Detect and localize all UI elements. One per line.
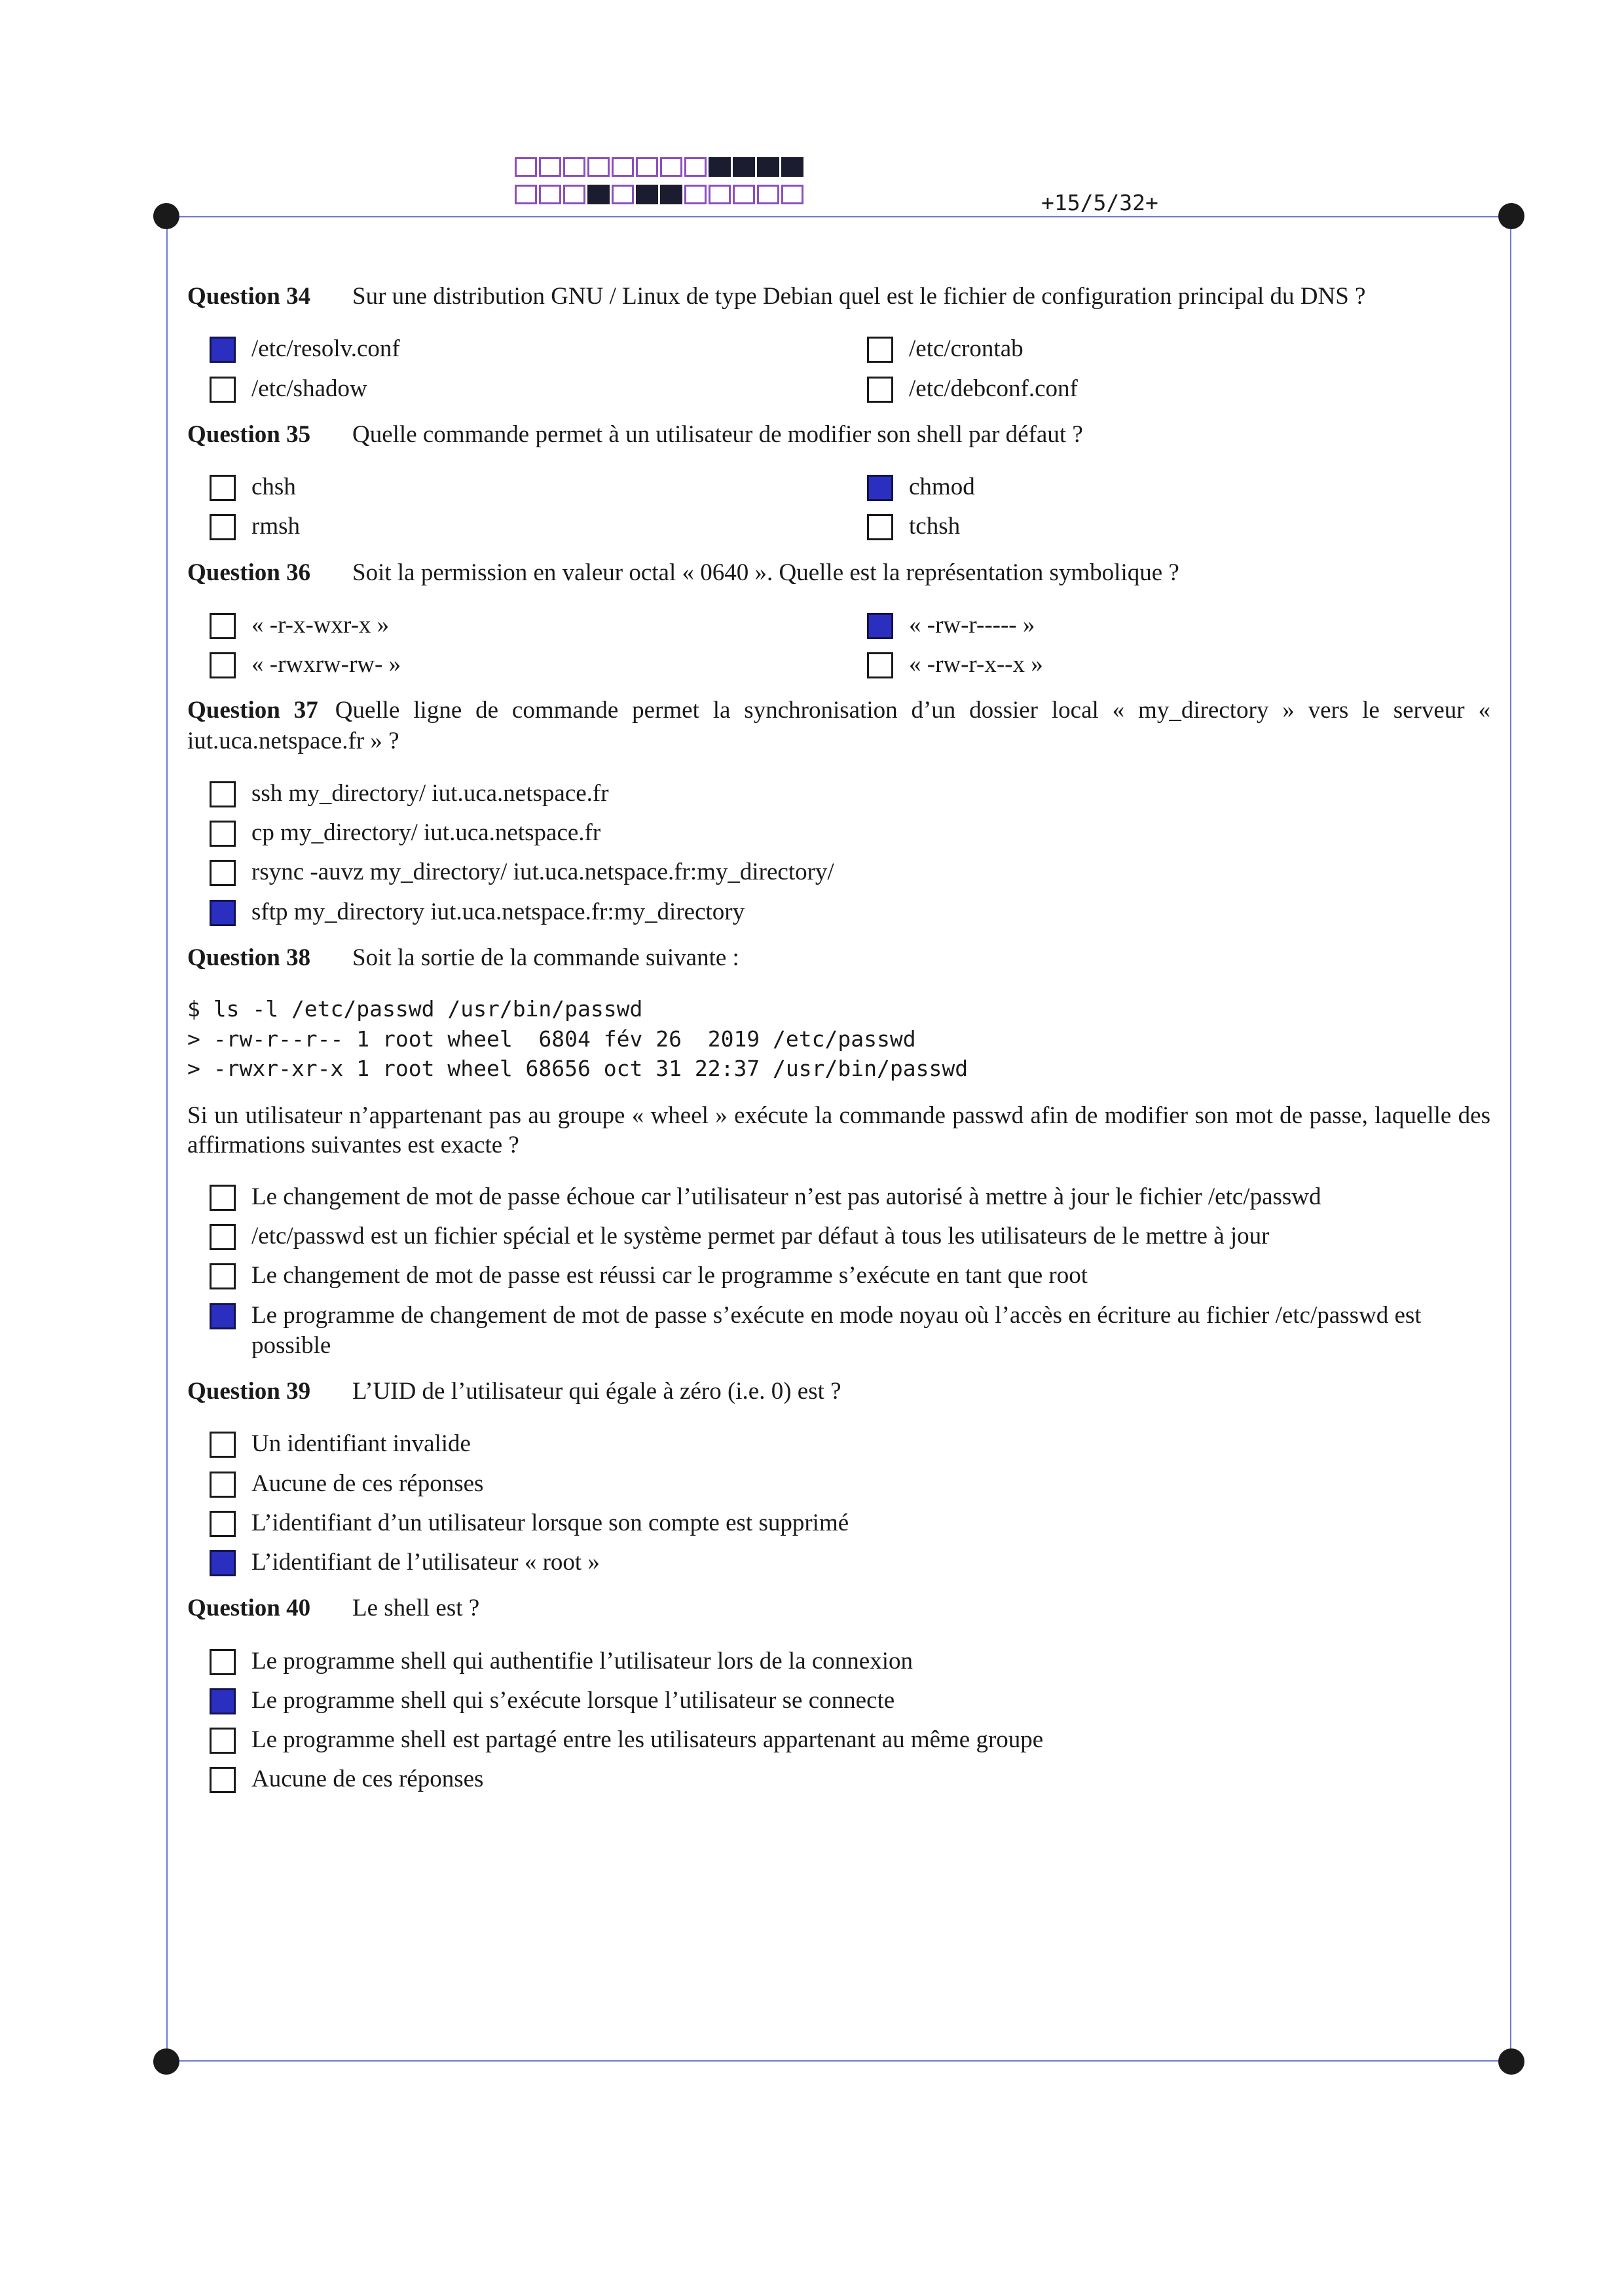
checkbox[interactable] bbox=[210, 514, 236, 540]
answer-option[interactable] bbox=[210, 1547, 1490, 1578]
code-cell bbox=[709, 185, 731, 204]
code-cell bbox=[587, 185, 610, 204]
terminal-output: $ ls -l /etc/passwd /usr/bin/passwd > -rw-r--r-- 1 root wheel 6804 fév 26 2019 /etc/passwd > -rwxr-xr-x 1 root wheel 68656 oct 31 22:37 /usr/bin/passwd bbox=[187, 996, 969, 1082]
question-label: Question 34 bbox=[187, 283, 311, 310]
answer-text: « -r-x-wxr-x » bbox=[251, 611, 390, 639]
checked-checkbox[interactable] bbox=[210, 1550, 236, 1576]
checkbox[interactable] bbox=[210, 860, 236, 886]
question-header bbox=[187, 1377, 1490, 1407]
answer-option[interactable] bbox=[210, 1261, 1490, 1291]
question-label: Question 37 bbox=[187, 697, 318, 724]
question-header bbox=[187, 420, 1490, 450]
checkbox[interactable] bbox=[867, 337, 893, 363]
answer-option[interactable] bbox=[210, 472, 867, 502]
checked-checkbox[interactable] bbox=[867, 475, 893, 501]
question-block bbox=[187, 1377, 1490, 1578]
answer-text: chsh bbox=[251, 473, 296, 500]
checkbox[interactable] bbox=[210, 1432, 236, 1458]
checkbox[interactable] bbox=[210, 1728, 236, 1754]
answer-option[interactable] bbox=[867, 374, 1522, 404]
answer-text: Le programme shell qui s’exécute lorsque l’utilisateur se connecte bbox=[251, 1686, 895, 1714]
answer-text: tchsh bbox=[909, 513, 961, 540]
answer-text: Le programme de changement de mot de passe s’exécute en mode noyau où l’accès en écriture au fichier /etc/passwd est possible bbox=[251, 1301, 1422, 1359]
code-cell bbox=[684, 185, 707, 204]
question-text: Sur une distribution GNU / Linux de type Debian quel est le fichier de configuration principal du DNS ? bbox=[352, 283, 1366, 310]
question-text: L’UID de l’utilisateur qui égale à zéro (i.e. 0) est ? bbox=[352, 1378, 841, 1405]
answer-option[interactable] bbox=[210, 1764, 1490, 1794]
answer-option[interactable] bbox=[867, 334, 1522, 364]
question-header bbox=[187, 943, 1490, 973]
answer-text: rsync -auvz my_directory/ iut.uca.netspace.fr:my_directory/ bbox=[251, 859, 834, 886]
answer-option[interactable] bbox=[210, 779, 1490, 809]
checked-checkbox[interactable] bbox=[210, 1688, 236, 1714]
question-paragraph: Si un utilisateur n’appartenant pas au groupe « wheel » exécute la commande passwd afin de modifier son mot de passe, laquelle des affirmations suivantes est exacte ? bbox=[187, 1102, 1490, 1158]
checkbox[interactable] bbox=[210, 1263, 236, 1289]
answer-text: Le programme shell qui authentifie l’utilisateur lors de la connexion bbox=[251, 1647, 913, 1675]
answer-text: sftp my_directory iut.uca.netspace.fr:my_directory bbox=[251, 898, 745, 925]
answer-text: L’identifiant de l’utilisateur « root » bbox=[251, 1549, 600, 1576]
code-cell bbox=[612, 157, 634, 177]
answer-option[interactable] bbox=[210, 1686, 1490, 1716]
question-block bbox=[187, 695, 1490, 927]
answer-text: Le changement de mot de passe est réussi car le programme s’exécute en tant que root bbox=[251, 1262, 1088, 1289]
answer-text: Le changement de mot de passe échoue car l’utilisateur n’est pas autorisé à mettre à jour le fichier /etc/passwd bbox=[251, 1183, 1321, 1210]
answer-text: « -rw-r-x--x » bbox=[909, 651, 1043, 678]
answer-option[interactable] bbox=[210, 1725, 1490, 1755]
code-cell bbox=[757, 157, 779, 177]
question-label: Question 38 bbox=[187, 944, 311, 971]
checkbox[interactable] bbox=[210, 781, 236, 807]
question-text: Soit la sortie de la commande suivante : bbox=[352, 944, 739, 971]
code-cell bbox=[515, 185, 537, 204]
sheet-binary-code bbox=[515, 157, 803, 204]
question-label: Question 40 bbox=[187, 1595, 311, 1622]
code-cell bbox=[733, 185, 755, 204]
question-header bbox=[187, 1593, 1490, 1623]
answer-option[interactable] bbox=[210, 897, 1490, 927]
answer-option[interactable] bbox=[210, 1646, 1490, 1676]
answer-option[interactable] bbox=[210, 1469, 1490, 1499]
answer-option[interactable] bbox=[210, 650, 867, 680]
answer-text: cp my_directory/ iut.uca.netspace.fr bbox=[251, 819, 601, 846]
checkbox[interactable] bbox=[210, 613, 236, 639]
corner-marker-top-left bbox=[153, 203, 179, 229]
checkbox[interactable] bbox=[210, 1472, 236, 1498]
answer-option[interactable] bbox=[867, 610, 1522, 640]
checked-checkbox[interactable] bbox=[210, 1303, 236, 1329]
corner-marker-top-right bbox=[1498, 203, 1524, 229]
answer-text: /etc/shadow bbox=[251, 375, 367, 402]
checkbox[interactable] bbox=[210, 1224, 236, 1250]
code-cell bbox=[660, 157, 682, 177]
answer-option[interactable] bbox=[867, 511, 1522, 542]
checkbox[interactable] bbox=[867, 652, 893, 678]
checked-checkbox[interactable] bbox=[210, 337, 236, 363]
code-cell bbox=[612, 185, 634, 204]
code-cell bbox=[781, 157, 803, 177]
answer-option[interactable] bbox=[210, 610, 867, 640]
question-label: Question 39 bbox=[187, 1378, 311, 1405]
checkbox[interactable] bbox=[210, 475, 236, 501]
answer-text: /etc/resolv.conf bbox=[251, 335, 400, 363]
code-cell bbox=[563, 157, 585, 177]
checkbox[interactable] bbox=[210, 1767, 236, 1793]
answers-list bbox=[210, 334, 1490, 404]
answers-list bbox=[210, 1429, 1490, 1578]
checkbox[interactable] bbox=[867, 377, 893, 403]
code-cell bbox=[781, 185, 803, 204]
code-cell bbox=[515, 157, 537, 177]
answer-text: /etc/crontab bbox=[909, 335, 1024, 363]
answers-list bbox=[210, 1646, 1490, 1795]
answer-text: Le programme shell est partagé entre les utilisateurs appartenant au même groupe bbox=[251, 1726, 1044, 1754]
question-label: Question 36 bbox=[187, 559, 311, 586]
answer-option[interactable] bbox=[210, 334, 867, 364]
answer-option[interactable] bbox=[210, 1301, 1490, 1361]
checkbox[interactable] bbox=[210, 377, 236, 403]
code-cell bbox=[539, 185, 561, 204]
answers-list bbox=[210, 610, 1490, 680]
corner-marker-bottom-right bbox=[1498, 2048, 1524, 2075]
answer-option[interactable] bbox=[210, 1221, 1490, 1251]
answers-list bbox=[210, 1182, 1490, 1361]
answer-option[interactable] bbox=[867, 472, 1522, 502]
questions-area bbox=[187, 282, 1490, 1811]
answer-text: chmod bbox=[909, 473, 975, 500]
code-cell bbox=[636, 157, 658, 177]
checkbox[interactable] bbox=[867, 514, 893, 540]
checked-checkbox[interactable] bbox=[867, 613, 893, 639]
answer-option[interactable] bbox=[867, 650, 1522, 680]
answers-list bbox=[210, 472, 1490, 542]
question-header bbox=[187, 558, 1490, 588]
answer-text: ssh my_directory/ iut.uca.netspace.fr bbox=[251, 779, 609, 807]
code-cell bbox=[563, 185, 585, 204]
code-cell bbox=[757, 185, 779, 204]
question-header bbox=[187, 695, 1490, 756]
question-header bbox=[187, 282, 1490, 312]
code-cell bbox=[636, 185, 658, 204]
question-block bbox=[187, 558, 1490, 680]
code-cell bbox=[660, 185, 682, 204]
checkbox[interactable] bbox=[210, 1649, 236, 1675]
code-cell bbox=[733, 157, 755, 177]
answer-text: rmsh bbox=[251, 513, 300, 540]
sheet-id: +15/5/32+ bbox=[1041, 190, 1158, 215]
checkbox[interactable] bbox=[210, 821, 236, 847]
answer-option[interactable] bbox=[210, 511, 867, 542]
answer-option[interactable] bbox=[210, 1508, 1490, 1538]
answer-text: « -rwxrw-rw- » bbox=[251, 651, 401, 678]
answer-text: /etc/debconf.conf bbox=[909, 375, 1078, 402]
question-block bbox=[187, 420, 1490, 542]
answer-option[interactable] bbox=[210, 1182, 1490, 1212]
question-block bbox=[187, 943, 1490, 1361]
answer-text: Aucune de ces réponses bbox=[251, 1470, 484, 1497]
code-cell bbox=[684, 157, 707, 177]
checked-checkbox[interactable] bbox=[210, 900, 236, 926]
answer-text: /etc/passwd est un fichier spécial et le système permet par défaut à tous les utilisateurs de le mettre à jour bbox=[251, 1223, 1270, 1250]
checkbox[interactable] bbox=[210, 652, 236, 678]
answer-text: Un identifiant invalide bbox=[251, 1430, 471, 1458]
answer-option[interactable] bbox=[210, 1429, 1490, 1459]
question-block bbox=[187, 282, 1490, 404]
code-cell bbox=[587, 157, 610, 177]
answer-option[interactable] bbox=[210, 857, 1490, 887]
answer-option[interactable] bbox=[210, 374, 867, 404]
question-label: Question 35 bbox=[187, 420, 311, 448]
code-cell bbox=[539, 157, 561, 177]
code-cell bbox=[709, 157, 731, 177]
checkbox[interactable] bbox=[210, 1511, 236, 1537]
answer-text: L’identifiant d’un utilisateur lorsque son compte est supprimé bbox=[251, 1509, 849, 1536]
answers-list bbox=[210, 779, 1490, 927]
question-block bbox=[187, 1593, 1490, 1794]
answer-text: Aucune de ces réponses bbox=[251, 1766, 484, 1793]
question-text: Soit la permission en valeur octal « 0640 ». Quelle est la représentation symbolique ? bbox=[352, 559, 1179, 586]
question-text: Le shell est ? bbox=[352, 1595, 480, 1622]
answer-text: « -rw-r----- » bbox=[909, 611, 1035, 639]
question-text: Quelle commande permet à un utilisateur de modifier son shell par défaut ? bbox=[352, 420, 1083, 448]
checkbox[interactable] bbox=[210, 1185, 236, 1211]
question-text: Quelle ligne de commande permet la synchronisation d’un dossier local « my_directory » vers le serveur « iut.uca.netspace.fr » ? bbox=[187, 697, 1490, 754]
corner-marker-bottom-left bbox=[153, 2048, 179, 2075]
answer-option[interactable] bbox=[210, 818, 1490, 848]
